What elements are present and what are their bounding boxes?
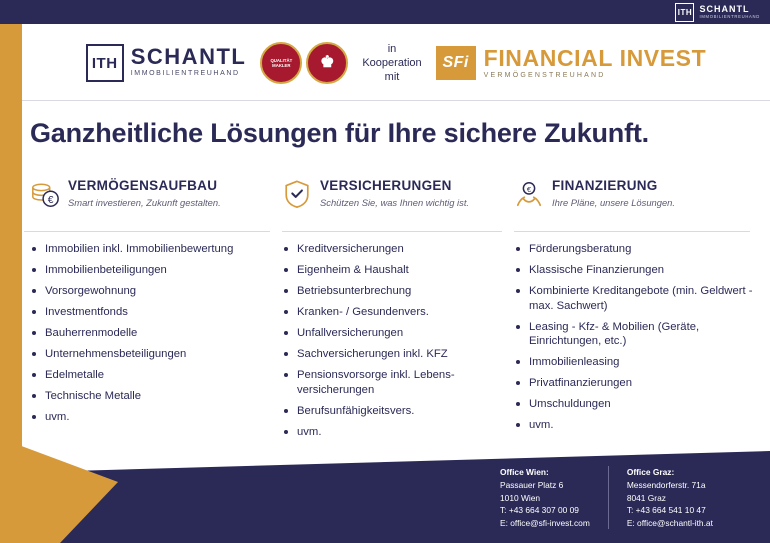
header-logo-row <box>22 34 770 92</box>
list-item: Vorsorgewohnung <box>30 284 282 299</box>
footer <box>0 438 770 543</box>
crest-seal-icon <box>306 42 348 84</box>
office-graz <box>608 466 713 529</box>
list-item: uvm. <box>514 418 764 433</box>
office-street: Messendorferstr. 71a <box>626 480 706 491</box>
list-item: Immobilien inkl. Immobilienbewertung <box>30 242 282 257</box>
coins-euro-icon <box>30 179 60 209</box>
list-item: Kreditversicherungen <box>282 242 514 257</box>
column-divider <box>282 231 502 232</box>
list-item: Bauherrenmodelle <box>30 326 282 341</box>
list-item: Kombinierte Kreditangebote (min. Geldwert - max. Sachwert) <box>514 284 764 313</box>
ith-monogram-icon: ITH <box>675 3 694 22</box>
column-versicherungen <box>282 178 514 446</box>
page-title: Ganzheitliche Lösungen für Ihre sichere Zukunft. <box>30 118 649 148</box>
column-header <box>30 178 282 222</box>
office-street: Passauer Platz 6 <box>500 480 564 491</box>
hand-coin-icon <box>514 179 544 209</box>
column-divider <box>24 231 270 232</box>
column-list <box>30 242 282 425</box>
list-item: Eigenheim & Haushalt <box>282 263 514 278</box>
list-item: Förderungsberatung <box>514 242 764 257</box>
cooperation-line-1: in <box>387 43 397 55</box>
cooperation-line-2: Kooperation <box>362 57 422 69</box>
list-item: Investmentfonds <box>30 305 282 320</box>
list-item: Betriebsunterbrechung <box>282 284 514 299</box>
schantl-logo-name: SCHANTL <box>130 44 247 69</box>
column-vermoegensaufbau <box>24 178 282 446</box>
cooperation-note <box>362 42 421 84</box>
top-band <box>0 0 770 24</box>
office-name: Office Wien: <box>500 466 549 477</box>
column-subtitle: Smart investieren, Zukunft gestalten. <box>68 197 221 208</box>
financial-invest-sub: VERMÖGENSTREUHAND <box>483 71 606 79</box>
column-title: VERMÖGENSAUFBAU <box>68 178 218 193</box>
office-email[interactable]: E: office@schantl-ith.at <box>626 517 713 528</box>
list-item: Unternehmensbeteiligungen <box>30 347 282 362</box>
column-subtitle: Schützen Sie, was Ihnen wichtig ist. <box>320 197 470 208</box>
column-list <box>514 242 764 433</box>
cooperation-line-3: mit <box>384 71 400 83</box>
office-contacts <box>500 466 713 529</box>
list-item: Edelmetalle <box>30 368 282 383</box>
column-subtitle: Ihre Pläne, unsere Lösungen. <box>552 197 676 208</box>
list-item: Leasing - Kfz- & Mobilien (Geräte, Einrichtungen, etc.) <box>514 320 764 349</box>
crest-glyph-icon: ♚ <box>320 54 335 71</box>
sfi-monogram-icon: SFi <box>436 46 476 80</box>
list-item: Pensionsvorsorge inkl. Lebens-versicherungen <box>282 368 514 397</box>
list-item: Unfallversicherungen <box>282 326 514 341</box>
column-header <box>514 178 764 222</box>
svg-text:€: € <box>47 194 54 206</box>
list-item: Sachversicherungen inkl. KFZ <box>282 347 514 362</box>
list-item: Klassische Finanzierungen <box>514 263 764 278</box>
quality-seals <box>260 42 348 84</box>
list-item: Immobilienbeteiligungen <box>30 263 282 278</box>
column-finanzierung <box>514 178 764 446</box>
office-phone[interactable]: T: +43 664 541 10 47 <box>626 505 706 516</box>
office-city: 8041 Graz <box>626 492 666 503</box>
service-columns <box>24 178 764 446</box>
schantl-logo <box>86 44 247 82</box>
list-item: Immobilienleasing <box>514 355 764 370</box>
ith-monogram-icon: ITH <box>86 44 124 82</box>
office-wien <box>500 466 608 529</box>
list-item: uvm. <box>282 425 514 440</box>
list-item: Technische Metalle <box>30 389 282 404</box>
column-title: VERSICHERUNGEN <box>320 178 452 193</box>
column-header <box>282 178 514 222</box>
office-name: Office Graz: <box>626 466 675 477</box>
financial-invest-name: FINANCIAL INVEST <box>483 44 707 71</box>
column-divider <box>514 231 750 232</box>
quality-seal-icon: QUALITÄT MAKLER <box>260 42 302 84</box>
top-band-logo-sub: IMMOBILIENTREUHAND <box>699 14 760 19</box>
list-item: Berufsunfähigkeitsvers. <box>282 404 514 419</box>
list-item: uvm. <box>30 410 282 425</box>
column-title: FINANZIERUNG <box>552 178 658 193</box>
top-band-logo-name: SCHANTL <box>699 4 750 14</box>
column-list <box>282 242 514 439</box>
svg-text:€: € <box>526 184 532 194</box>
financial-invest-logo <box>436 46 707 81</box>
list-item: Kranken- / Gesundenvers. <box>282 305 514 320</box>
list-item: Umschuldungen <box>514 397 764 412</box>
top-band-logo <box>675 3 760 22</box>
office-city: 1010 Wien <box>500 492 541 503</box>
schantl-logo-sub: IMMOBILIENTREUHAND <box>130 70 240 77</box>
list-item: Privatfinanzierungen <box>514 376 764 391</box>
header-divider <box>22 100 770 101</box>
shield-check-icon <box>282 179 312 209</box>
office-email[interactable]: E: office@sfi-invest.com <box>500 517 590 528</box>
office-phone[interactable]: T: +43 664 307 00 09 <box>500 505 579 516</box>
